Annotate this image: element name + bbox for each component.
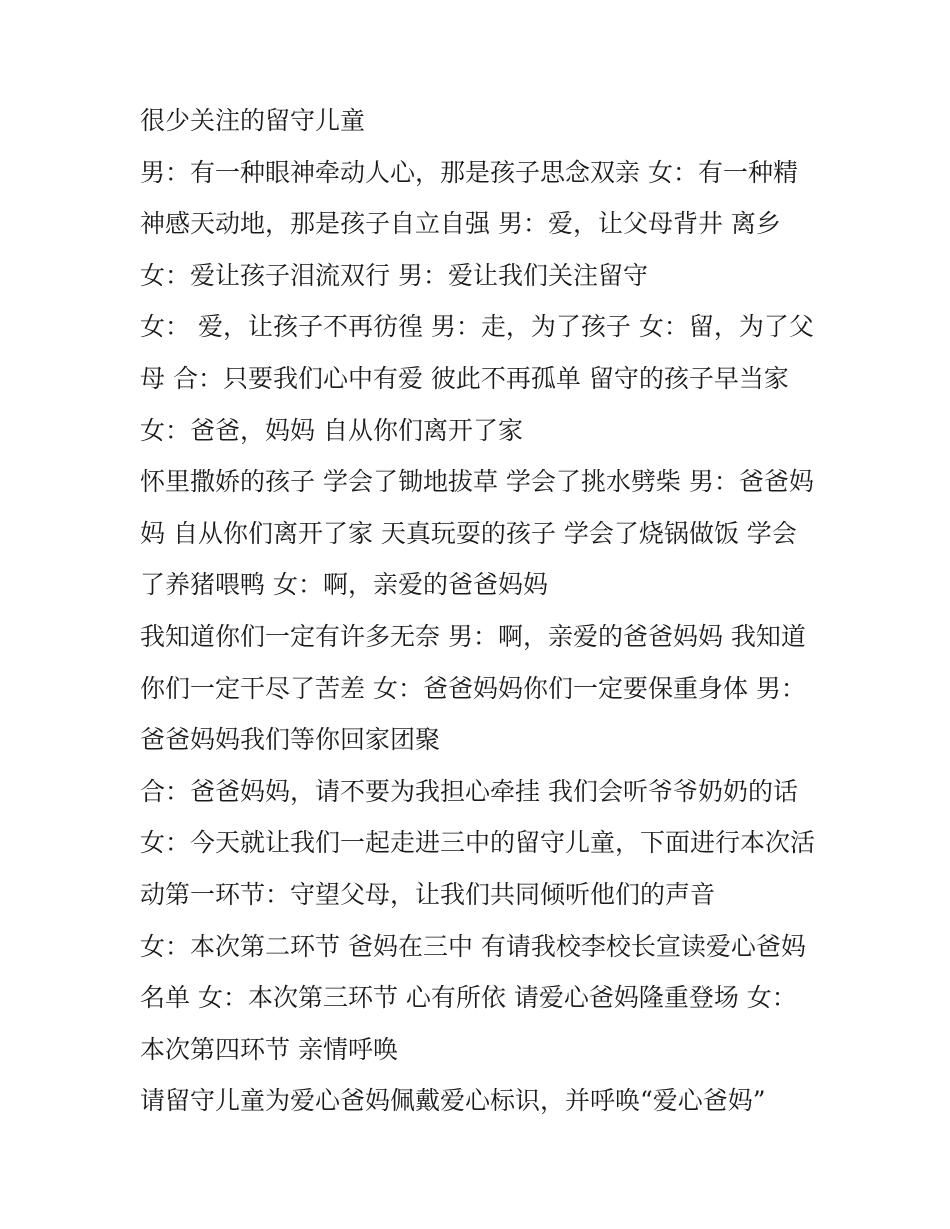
text-line: 爸爸妈妈我们等你回家团聚 xyxy=(140,725,441,755)
text-line: 女：爸爸，妈妈 自从你们离开了家 xyxy=(140,415,523,445)
text-line: 你们一定干尽了苦差 女：爸爸妈妈你们一定要保重身体 男： xyxy=(140,673,806,703)
text-line: 我知道你们一定有许多无奈 男：啊，亲爱的爸爸妈妈 我知道 xyxy=(140,621,806,651)
text-line: 母 合：只要我们心中有爱 彼此不再孤单 留守的孩子早当家 xyxy=(140,363,789,393)
text-line: 男：有一种眼神牵动人心，那是孩子思念双亲 女：有一种精 xyxy=(140,157,798,187)
text-line: 合：爸爸妈妈，请不要为我担心牵挂 我们会听爷爷奶奶的话 xyxy=(140,776,798,806)
text-line: 女：本次第二环节 爸妈在三中 有请我校李校长宣读爱心爸妈 xyxy=(140,931,806,961)
text-line: 女：今天就让我们一起走进三中的留守儿童，下面进行本次活 xyxy=(140,828,816,858)
text-line: 神感天动地，那是孩子自立自强 男：爱，让父母背井 离乡 xyxy=(140,209,781,239)
text-line: 妈 自从你们离开了家 天真玩耍的孩子 学会了烧锅做饭 学会 xyxy=(140,518,797,548)
text-line: 怀里撒娇的孩子 学会了锄地拔草 学会了挑水劈柴 男：爸爸妈 xyxy=(140,467,814,497)
text-line: 女： 爱，让孩子不再彷徨 男：走，为了孩子 女：留，为了父 xyxy=(140,312,814,342)
text-line: 请留守儿童为爱心爸妈佩戴爱心标识，并呼唤“爱心爸妈” xyxy=(140,1086,766,1116)
text-line: 名单 女：本次第三环节 心有所依 请爱心爸妈隆重登场 女： xyxy=(140,983,797,1013)
document-title: 很少关注的留守儿童 xyxy=(140,106,366,135)
text-line: 动第一环节：守望父母，让我们共同倾听他们的声音 xyxy=(140,879,716,909)
text-line: 本次第四环节 亲情呼唤 xyxy=(140,1034,398,1064)
document-body xyxy=(140,108,840,1140)
text-line: 了养猪喂鸭 女：啊，亲爱的爸爸妈妈 xyxy=(140,570,548,600)
text-line: 女：爱让孩子泪流双行 男：爱让我们关注留守 xyxy=(140,260,648,290)
